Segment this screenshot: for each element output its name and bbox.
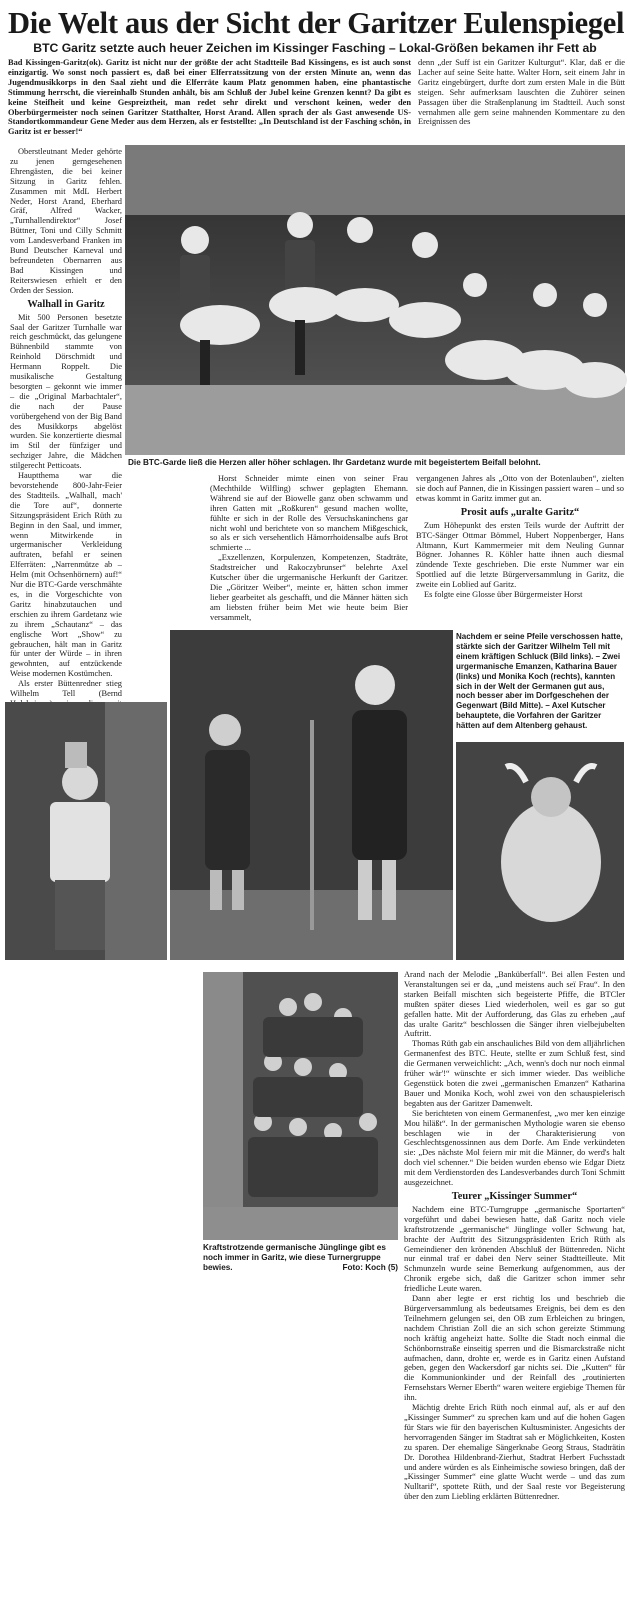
- paragraph: Oberstleutnant Meder gehörte zu jenen gerngesehenen Ehrengästen, die bei keiner Sitzung in Garitz fehlen. Zusammen mit MdL Herbert Neder, Horst Arand, Eberhard Gräf, Alfred Wacker, „Turnhallendirektor“ Josef Büttner, Toni und Cilly Schmitt vom Landesverband Franken im Bund Deutscher Karneval und befreundeten Obernarren aus Bad Kissingen und Reiterswiesen erhielt er den Orden der Session.: [10, 147, 122, 295]
- photo-emanzen: [170, 630, 453, 960]
- paragraph: „Exzellenzen, Korpulenzen, Kompetenzen, Stadträte, Stadtstreicher und Rakoczybrunser“ belehrte Axel Kutscher über die urgermanische Herkunft der Garitzer. Die „Göritzer Weiber“, meinte er, hätten schon immer lieber gearbeitet als geschafft, und die Männer hätten sich am liebsten früher beim Met wie heute beim Bier versammelt,: [210, 553, 408, 622]
- paragraph: Sie berichteten von einem Germanenfest, „wo mer ken einzige Mou hiläßt“. In der germanischen Mythologie waren sie ebenso beschlagen wie in der Charakterisierung von Geschlechtsgenossinnen aus dem Dorfe. Am Ende verkündeten sie: „Des nächste Mol feiern mir mit die Männer, do werd's halt doch viel schenner.“ Die beiden wurden ebenso wie Edgar Dietz mit dem Verdienstorden des Landesverbandes durch Toni Schmitt ausgezeichnet.: [404, 1108, 625, 1188]
- article-headline: Die Welt aus der Sicht der Garitzer Eulenspiegel: [8, 6, 625, 40]
- photo-wilhelm-tell: [5, 702, 167, 960]
- paragraph: Horst Schneider mimte einen von seiner Frau (Mechthilde Wilfling) schwer geplagten Ehemann. Während sie auf der Biowelle ganz oben schwamm und ihren Gatten mit „Roßkuren“ gesund machen wollte, fühlte er sich in der Rolle des Versuchskaninchens gar nicht wohl und berichtete von so manchem Mißgeschick, so als er sich versehentlich Hämorrhoidensalbe aufs Brot schmierte ...: [210, 474, 408, 553]
- photo-btc-garde: [125, 145, 625, 455]
- lead-text: Bad Kissingen-Garitz(ok). Garitz ist nicht nur der größte der acht Stadtteile Bad Kissingens, es ist auch sonst einzigartig. Wo sonst noch passiert es, daß bei einer Elferratssitzung von der ersten Minute an, wenn das Jugendmusikkorps in den Saal zieht und die Elferräte kaum Platz genommen haben, eine phantastische Stimmung herrscht, die viereinhalb Stunden anhält, bis am Schluß der Jubel keine Grenzen kennt? Da gibt es keine Steifheit und keine Gespreiztheit, man redet sehr direkt und verschont keinen, weder den Oberbürgermeister noch seinen Garitzer Statthalter, Horst Arand. Allen sprach der als Gast anwesende US-Standortkommandeur Gene Meder aus dem Herzen, als er feststellte: „In Deutschland ist der Fasching schön, in Garitz ist er besser!“: [8, 58, 411, 137]
- photo-garde-illustration: [125, 145, 625, 455]
- column-4: [404, 970, 625, 1615]
- paragraph: Zum Höhepunkt des ersten Teils wurde der Auftritt der BTC-Sänger Ottmar Bömmel, Hubert Noppenberger, Hans Altmann, Kurt Kammermeier mit dem Neuling Gunnar Bögner. Johannes R. Köhler hatte ihnen auch diesmal zündende Texte geschrieben. Die erste Nummer war ein Spottlied auf die letzte Bürgerversammlung in Garitz, die zweite ein Loblied auf Garitz.: [416, 520, 624, 590]
- lead-continued-text: denn „der Suff ist ein Garitzer Kulturgut“. Klar, daß er die Lacher auf seine Seite hatte. Walter Horn, seit einem Jahr in Garitz eingebürgert, durfte dort zum ersten Male in die Bütt steigen. Sehr aufmerksam lauschten die Zuhörer seinen Passagen über die Straßenplanung im Stadtteil. Auch sonst vernahmen alle gern seine mahnenden Kommentare zu den Ereignissen des: [418, 58, 625, 127]
- lead-paragraph-continued: [418, 58, 625, 143]
- column-1: [10, 147, 122, 703]
- photo-turnergruppe: [203, 972, 398, 1240]
- caption-garde: Die BTC-Garde ließ die Herzen aller höher schlagen. Ihr Gardetanz wurde mit begeistertem Beifall belohnt.: [128, 458, 541, 467]
- paragraph: Es folgte eine Glosse über Bürgermeister Horst: [424, 590, 583, 600]
- caption-turner: Kraftstrotzende germanische Jünglinge gibt es noch immer in Garitz, wie diese Turnergruppe bewies.: [203, 1243, 386, 1273]
- paragraph: Arand nach der Melodie „Banküberfall“. Bei allen Festen und Veranstaltungen sei er da, „und meistens auch seï Frau“. In den starken Beifall mischten sich begeisterte Pfiffe, die BTCler mußten später dieses Lied wiederholen, weil es gar so gut gefallen hatte. Mit der Aufforderung, das Glas zu erheben „auf das uralte Garitz“ beschlossen die Sänger ihren vielbejubelten Auftritt.: [404, 970, 625, 1039]
- paragraph: vergangenen Jahres als „Otto von der Botenlauben“, zielten sie doch auf Pannen, die in Kissingen passiert waren – und so etwas kommt in Garitz immer gut an.: [416, 474, 624, 503]
- article-subhead: BTC Garitz setzte auch heuer Zeichen im Kissinger Fasching – Lokal-Größen bekamen ihr Fett ab: [33, 41, 597, 55]
- photo-turner-illustration: [203, 972, 398, 1240]
- lead-paragraph: [8, 58, 411, 143]
- paragraph: Thomas Rüth gab ein anschauliches Bild von dem alljährlichen Germanenfest des BTC. Heute, stellte er zum Schluß fest, sind die Germanen verweichlicht: „Ach, wenn's doch nur noch einmal früher wär'!“ wünschte er sich immer wieder. Das weibliche Gegenstück boten die zwei „germanischen Emanzen“ Katharina Bauer und Monika Koch, wohl zwei von den schauspielerisch begabten aus der Garitzer Damenwelt.: [404, 1039, 625, 1108]
- photo-axel-kutscher: [456, 742, 624, 960]
- paragraph: Nachdem eine BTC-Turngruppe „germanische Sportarten“ vorgeführt und dabei bewiesen hatte, daß Garitz noch viele kraftstrotzende „germanische“ Jünglinge voller Schwung hat, brachte der Auftritt des Sitzungspräsidenten Erich Rüth als Gemeindiener den krönenden Abschluß der Büttenreden. Nicht nur einmal traf er dabei den Nerv seiner Stadtteilleute. Mit Schmunzeln wurde seine Bemerkung aufgenommen, aus der Chronik ergebe sich, daß die Garitzer schon immer sehr friedliche Leute waren.: [404, 1204, 625, 1294]
- photo-kutscher-illustration: [456, 742, 624, 960]
- photo-tell-illustration: [5, 702, 167, 960]
- paragraph: Dann aber legte er erst richtig los und beschrieb die Bürgerversammlung als bedeutsames Ereignis, bei dem es den Teilnehmern gelungen sei, den OB zum Erbleichen zu bringen, nachdem Christian Zoll die an sich schon gereizte Stimmung noch kräftig angeheizt hatte. Sollte die Stadt noch einmal die Schönbornstraße einseitig sperren und die Bismarckstraße nicht aufmachen, dann, drohte er, werde es in Garitz einen Aufstand geben, gegen den Wackersdorf gar nichts sei. Die „Kutten“ für die Kommunionkinder und der Reinfall des „routinierten Fernsehstars Werner Eberth“ waren weitere ergiebige Themen für ihn.: [404, 1294, 625, 1403]
- paragraph: Als erster Büttenredner stieg Wilhelm Tell (Bernd: [10, 679, 122, 699]
- photo-emanzen-illustration: [170, 630, 453, 960]
- paragraph: Mit 500 Personen besetzte Saal der Garitzer Turnhalle war reich geschmückt, das gelungene Bühnenbild stammte von Reinhold Dörschmidt und Hermann Roppelt. Die musikalische Gestaltung besorgten – gekonnt wie immer – die „Original Marbachtaler“, die nach der Pause vorübergehend von der Big Band des Musikkorps abgelöst wurden. Sie konzertierte diesmal im Stil der fünfziger und sechziger Jahre, die Mädchen stilgerecht Petticoats.: [10, 312, 122, 471]
- paragraph: Mächtig drehte Erich Rüth noch einmal auf, als er auf den „Kissinger Summer“ zu sprechen kam und auf die hohen Gagen für Stars wie für den bayerischen Kultusminister. Angesichts der hervorragenden Sänger im Stadtrat sah er Möglichkeiten, Kosten zu sparen. Der ehemalige Sängerknabe Georg Straus, Stadträtin Dr. Dorothea Hildenbrand-Zierhut, Stadtrat Herbert Fuchsstadt und andere würden es als Einheimische sowieso bringen, daß der „Kissinger Summer“ eine glatte Wucht werde – und das zum Nulltarif“, spottete Rüth, und der Saal reste vor Begeisterung über den zum Liebling erklärten Büttenredner.: [404, 1403, 625, 1502]
- subheading-walhall: Walhall in Garitz: [27, 298, 105, 310]
- subheading-prosit: Prosit aufs „uralte Garitz“: [460, 506, 580, 518]
- paragraph: Hauptthema war die bevorstehende 800-Jahr-Feier des Stadtteils. „Walhall, mach' die Tore auf“, donnerte Sitzungspräsident Erich Rüth zu Beginn in den Saal, und immer, wenn Mitwirkende in urgermanischer Verkleidung auftraten, befahl er seinen Elferräten: „Narrenmütze ab – Helm (mit Ochsenhörnern) auf!“ Nur die BTC-Garde verschmähte es, in die Vorgeschichte von Garitz hinabzutauchen und erschien zu ihrem Gardetanz wie zu ihrem „Schautanz“ – das englische Wort „Show“ zu gebrauchen, hält man in Garitz für unter der Würde – in ihren gewohnten, auf entzückende Weise modernen Kostümchen.: [10, 471, 122, 679]
- subheading-summer: Teurer „Kissinger Summer“: [451, 1190, 578, 1202]
- column-2: [210, 474, 408, 624]
- column-3: [416, 474, 624, 624]
- caption-tell-emanzen: Nachdem er seine Pfeile verschossen hatte, stärkte sich der Garitzer Wilhelm Tell mit einem kräftigen Schluck (Bild links). – Zwei urgermanische Emanzen, Katharina Bauer (links) und Monika Koch (rechts), kannten sich in der Welt der Germanen gut aus, noch besser aber im Dorfgeschehen der Gegenwart (Bild Mitte). – Axel Kutscher behauptete, die Vorfahren der Garitzer hätten auf dem Altenberg gehaust.: [456, 632, 623, 731]
- photo-credit: Foto: Koch (5): [342, 1263, 398, 1272]
